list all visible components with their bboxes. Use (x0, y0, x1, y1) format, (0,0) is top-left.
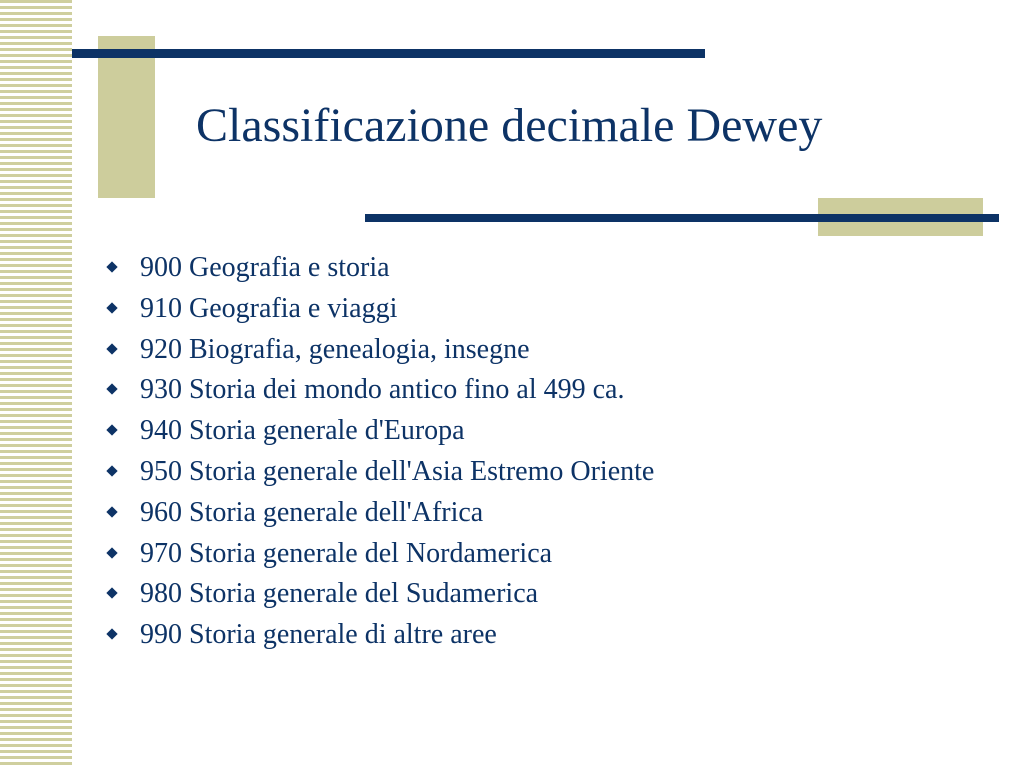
list-item-text: 950 Storia generale dell'Asia Estremo Oriente (140, 455, 655, 487)
list-item-text: 930 Storia dei mondo antico fino al 499 ca. (140, 374, 625, 406)
diamond-bullet-icon (106, 465, 117, 476)
list-item (100, 617, 654, 658)
list-item (100, 454, 654, 495)
diamond-bullet-icon (106, 343, 117, 354)
list-item (100, 250, 654, 291)
list-item (100, 536, 654, 577)
list-item (100, 413, 654, 454)
diamond-bullet-icon (106, 629, 117, 640)
list-item (100, 291, 654, 332)
slide-title: Classificazione decimale Dewey (196, 99, 823, 152)
list-item-text: 910 Geografia e viaggi (140, 292, 398, 324)
list-item (100, 332, 654, 373)
list-item-text: 980 Storia generale del Sudamerica (140, 578, 539, 610)
list-item-text: 960 Storia generale dell'Africa (140, 496, 484, 528)
accent-block-top (98, 36, 155, 198)
diamond-bullet-icon (106, 384, 117, 395)
list-item-text: 900 Geografia e storia (140, 252, 390, 283)
striped-sidebar-decoration (0, 0, 72, 768)
accent-bar-right (365, 214, 999, 222)
diamond-bullet-icon (106, 261, 117, 272)
accent-bar-top (72, 49, 705, 58)
diamond-bullet-icon (106, 588, 117, 599)
diamond-bullet-icon (106, 425, 117, 436)
list-item (100, 576, 654, 617)
list-item-text: 990 Storia generale di altre aree (140, 619, 497, 651)
list-item-text: 940 Storia generale d'Europa (140, 415, 465, 447)
list-item (100, 495, 654, 536)
list-item-text: 970 Storia generale del Nordamerica (140, 537, 553, 569)
diamond-bullet-icon (106, 547, 117, 558)
bullet-list (100, 250, 654, 658)
diamond-bullet-icon (106, 302, 117, 313)
list-item (100, 372, 654, 413)
diamond-bullet-icon (106, 506, 117, 517)
list-item-text: 920 Biografia, genealogia, insegne (140, 333, 530, 365)
